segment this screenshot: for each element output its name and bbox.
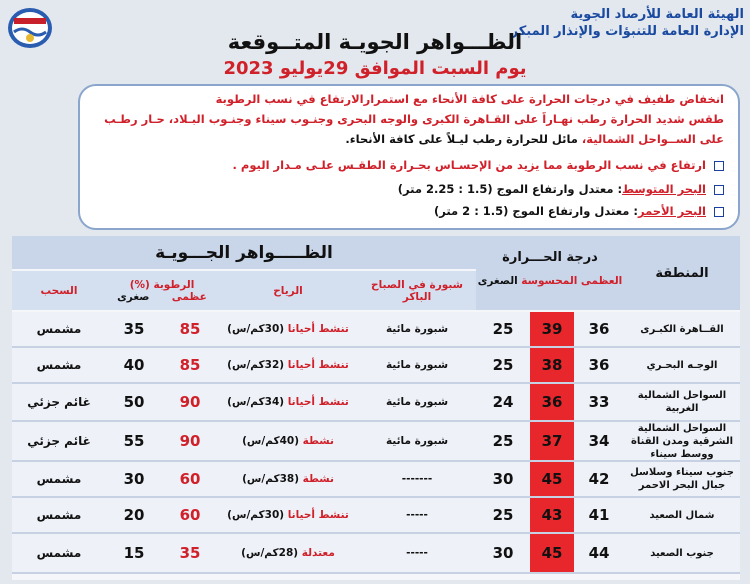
header-temp-feels: المحسوسة [521,274,578,287]
humidity-min: 40 [123,356,145,374]
summary-night-text: مائل للحرارة رطب ليـلاً على كافة الأنحاء. [345,132,582,146]
table-row [12,498,740,534]
checkbox-icon [714,185,724,195]
wind-desc: تنشط أحيانا [287,396,349,408]
clouds: مشمس [36,546,82,560]
fog: شبورة مائية [385,359,449,371]
wind [218,498,358,532]
temp-min: 30 [492,470,514,488]
region-name: السواحل الشمالية الشرقية ومدن القناة ووسط سيناء [630,422,734,460]
wind-speed: (30كم/س) [227,323,285,335]
temp-feels: 45 [530,534,574,572]
wind [218,534,358,572]
header-clouds: السحب [40,284,78,297]
header-phenomena [12,236,476,310]
fog: شبورة مائية [385,323,449,335]
header-temperature [476,236,624,310]
wind [218,462,358,496]
humidity-min: 30 [123,470,145,488]
summary-line-2b [90,132,724,146]
humidity-max: 90 [179,393,201,411]
forecast-table [12,236,740,580]
region-name: شمال الصعيد [649,509,715,521]
header-hum-min: صغرى [117,290,150,303]
header-region: المنطقة [624,236,740,310]
clouds: مشمس [36,358,82,372]
red-sea-state: : معتدل [594,204,638,218]
summary-box [78,84,740,230]
table-row [12,312,740,348]
table-row [12,422,740,462]
region-name: جنوب سيناء وسلاسل جبال البحر الاحمر [630,467,734,491]
header-wind: الرياح [273,284,303,297]
header-phenomena-label: الظـــــواهر الجـــويـة [155,242,333,263]
wind-desc: نشطة [302,435,334,447]
header-temp-min: الصغرى [477,274,518,287]
wind [218,422,358,460]
med-sea-label: البحر المتوسط [622,182,706,196]
humidity-max: 90 [179,432,201,450]
temp-min: 25 [492,320,514,338]
clouds: غائم جزئي [27,395,91,409]
temp-max: 36 [588,320,610,338]
wind-speed: (30كم/س) [227,509,285,521]
header-fog: شبورة في الصباح الباكر [371,278,463,303]
humidity-max: 85 [179,356,201,374]
wind-desc: تنشط أحيانا [287,359,349,371]
temp-max: 44 [588,544,610,562]
med-sea-state: : معتدل [578,182,623,196]
bullet-humidity [90,158,724,172]
wind [218,348,358,382]
red-sea-label: البحر الأحمر [637,204,706,218]
wind-desc: تنشط أحيانا [287,509,349,521]
header-temp-label: درجة الحـــرارة [502,249,598,265]
temp-min: 24 [492,393,514,411]
wind-desc: نشطة [302,473,334,485]
bullet-red-sea [90,204,724,218]
header-humidity-label: الرطوبة (%) [129,278,195,291]
org-line-2: الإدارة العامة للتنبؤات والإنذار المبكر [510,24,744,39]
red-sea-waves: وارتفاع الموج (1.5 : 2 متر) [433,204,591,218]
fog: ----- [406,509,428,521]
temp-max: 33 [588,393,610,411]
table-row [12,348,740,384]
humidity-min: 55 [123,432,145,450]
fog: شبورة مائية [385,396,449,408]
fog: ----- [406,547,428,559]
wind-speed: (28كم/س) [241,547,299,559]
wind-speed: (32كم/س) [227,359,285,371]
page-title: الظـــواهر الجويـة المتــوقعة [227,30,523,54]
checkbox-icon [714,161,724,171]
clouds: مشمس [36,322,82,336]
region-name: جنوب الصعيد [650,547,714,559]
wind-speed: (40كم/س) [242,435,300,447]
temp-min: 30 [492,544,514,562]
wind-speed: (34كم/س) [227,396,285,408]
humidity-max: 35 [179,544,201,562]
temp-max: 41 [588,506,610,524]
table-row [12,384,740,422]
temp-feels: 37 [530,422,574,460]
table-row [12,534,740,574]
humidity-min: 50 [123,393,145,411]
summary-line-2a: طقس شديد الحرارة رطب نهـاراً على القـاهرة الكبرى والوجه البحرى وجنـوب سيناء وجنـوب البـلاد، حـار رطـب [104,112,724,126]
summary-line-1: انخفاض طفيف في درجات الحرارة على كافة الأنحاء مع استمرارالارتفاع في نسب الرطوبة [215,92,724,106]
temp-max: 42 [588,470,610,488]
table-header [12,236,740,310]
fog: شبورة مائية [385,435,449,447]
region-name: القــاهرة الكبـرى [640,323,724,335]
temp-max: 34 [588,432,610,450]
checkbox-icon [714,207,724,217]
humidity-max: 60 [179,506,201,524]
clouds: مشمس [36,472,82,486]
region-name: السواحل الشمالية الغربية [637,390,727,414]
temp-feels: 36 [530,384,574,420]
region-name: الوجـه البحـري [646,359,718,371]
org-line-1: الهيئة العامة للأرصاد الجوية [570,7,744,22]
bullet-mediterranean [384,182,724,196]
humidity-max: 85 [179,320,201,338]
wind [218,312,358,346]
header-humidity [106,271,218,310]
bullet-humidity-text: ارتفاع في نسب الرطوبة مما يزيد من الإحسـاس بحـرارة الطقـس علـى مـدار اليوم . [232,158,706,172]
header-hum-max: عظمى [171,290,207,303]
temp-min: 25 [492,432,514,450]
clouds: مشمس [36,508,82,522]
summary-coast-text: على الســواحل الشمالية، [581,132,724,146]
temp-min: 25 [492,356,514,374]
wind-speed: (38كم/س) [242,473,300,485]
wind-desc: تنشط أحيانا [287,323,349,335]
humidity-min: 20 [123,506,145,524]
temp-min: 25 [492,506,514,524]
med-sea-waves: وارتفاع الموج (1.5 : 2.25 متر) [397,182,575,196]
table-row [12,462,740,498]
page-subtitle: يوم السبت الموافق 29يوليو 2023 [223,58,527,79]
humidity-min: 35 [123,320,145,338]
temp-feels: 43 [530,498,574,532]
wind-desc: معتدلة [301,547,335,559]
temp-feels: 38 [530,348,574,382]
header-temp-max: العظمى [580,274,623,287]
temp-feels: 45 [530,462,574,496]
humidity-max: 60 [179,470,201,488]
fog: ------- [401,473,433,485]
wind [218,384,358,420]
humidity-min: 15 [123,544,145,562]
temp-max: 36 [588,356,610,374]
temp-feels: 39 [530,312,574,346]
clouds: غائم جزئي [27,434,91,448]
